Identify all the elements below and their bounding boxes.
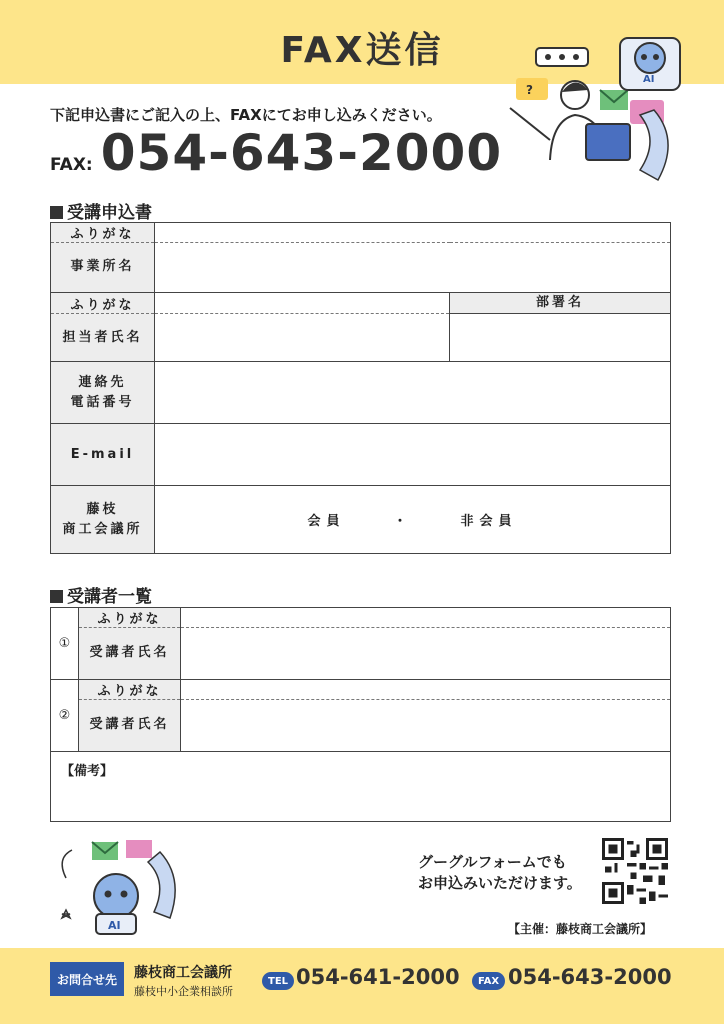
fax-prefix: FAX:: [50, 155, 93, 175]
square-bullet-icon: [50, 206, 63, 219]
membership-choice[interactable]: [155, 486, 671, 554]
attendees-heading: 受講者一覧: [50, 582, 152, 607]
office-name-field[interactable]: [155, 243, 671, 293]
attendee-name-label: 受講者氏名: [79, 628, 181, 680]
attendee-name-field[interactable]: [181, 700, 671, 752]
org-subname: 藤枝中小企業相談所: [134, 985, 233, 998]
sponsor-note: 【主催：藤枝商工会議所】: [508, 922, 653, 936]
attendee-furigana-field[interactable]: [181, 680, 671, 700]
furigana-label: ふりがな: [51, 223, 155, 243]
attendees-form: [50, 607, 671, 822]
svg-text:AI: AI: [643, 74, 655, 85]
notes-field[interactable]: [51, 752, 671, 822]
department-field[interactable]: [450, 314, 671, 362]
application-heading: 受講申込書: [50, 198, 152, 223]
fax-badge: FAX: [472, 972, 505, 990]
separator: ・: [393, 514, 413, 530]
notes-label: 【備考】: [61, 764, 114, 779]
email-field[interactable]: [155, 424, 671, 486]
page-title: FAX送信: [280, 30, 444, 71]
furigana-label: ふりがな: [51, 293, 155, 314]
contact-label-box: お問合せ先: [50, 962, 124, 996]
email-label: E-mail: [51, 424, 155, 486]
fax-number: 054-643-2000: [100, 124, 503, 182]
attendee-number: ②: [51, 680, 79, 752]
office-name-label: 事業所名: [51, 243, 155, 293]
department-label: 部署名: [450, 293, 671, 314]
attendee-name-field[interactable]: [181, 628, 671, 680]
svg-text:AI: AI: [108, 919, 121, 932]
chamber-label: 藤枝 商工会議所: [51, 486, 155, 554]
member-option[interactable]: 会員: [307, 514, 346, 530]
robot-icon: [52, 838, 202, 938]
footer-fax-number: 054-643-2000: [508, 965, 672, 989]
svg-text:?: ?: [526, 83, 533, 97]
attendee-name-label: 受講者氏名: [79, 700, 181, 752]
attendee-furigana-field[interactable]: [181, 608, 671, 628]
office-furigana-field[interactable]: [155, 223, 671, 243]
phone-label: 連絡先 電話番号: [51, 362, 155, 424]
contact-name-field[interactable]: [155, 314, 450, 362]
contact-name-label: 担当者氏名: [51, 314, 155, 362]
attendee-number: ①: [51, 608, 79, 680]
org-name: 藤枝商工会議所: [134, 965, 232, 981]
person-laptop-illustration: [490, 20, 690, 190]
furigana-label: ふりがな: [79, 608, 181, 628]
google-form-notice: グーグルフォームでも お申込みいただけます。: [418, 853, 582, 892]
application-form: [50, 222, 671, 554]
fax-number-line: [50, 124, 502, 182]
tel-number: 054-641-2000: [296, 965, 460, 989]
square-bullet-icon: [50, 590, 63, 603]
contact-furigana-field[interactable]: [155, 293, 450, 314]
tel-badge: TEL: [262, 972, 294, 990]
qr-code[interactable]: [602, 838, 668, 904]
non-member-option[interactable]: 非会員: [460, 514, 518, 530]
phone-field[interactable]: [155, 362, 671, 424]
intro-text: 下記申込書にご記入の上、FAXにてお申し込みください。: [50, 106, 442, 124]
furigana-label: ふりがな: [79, 680, 181, 700]
